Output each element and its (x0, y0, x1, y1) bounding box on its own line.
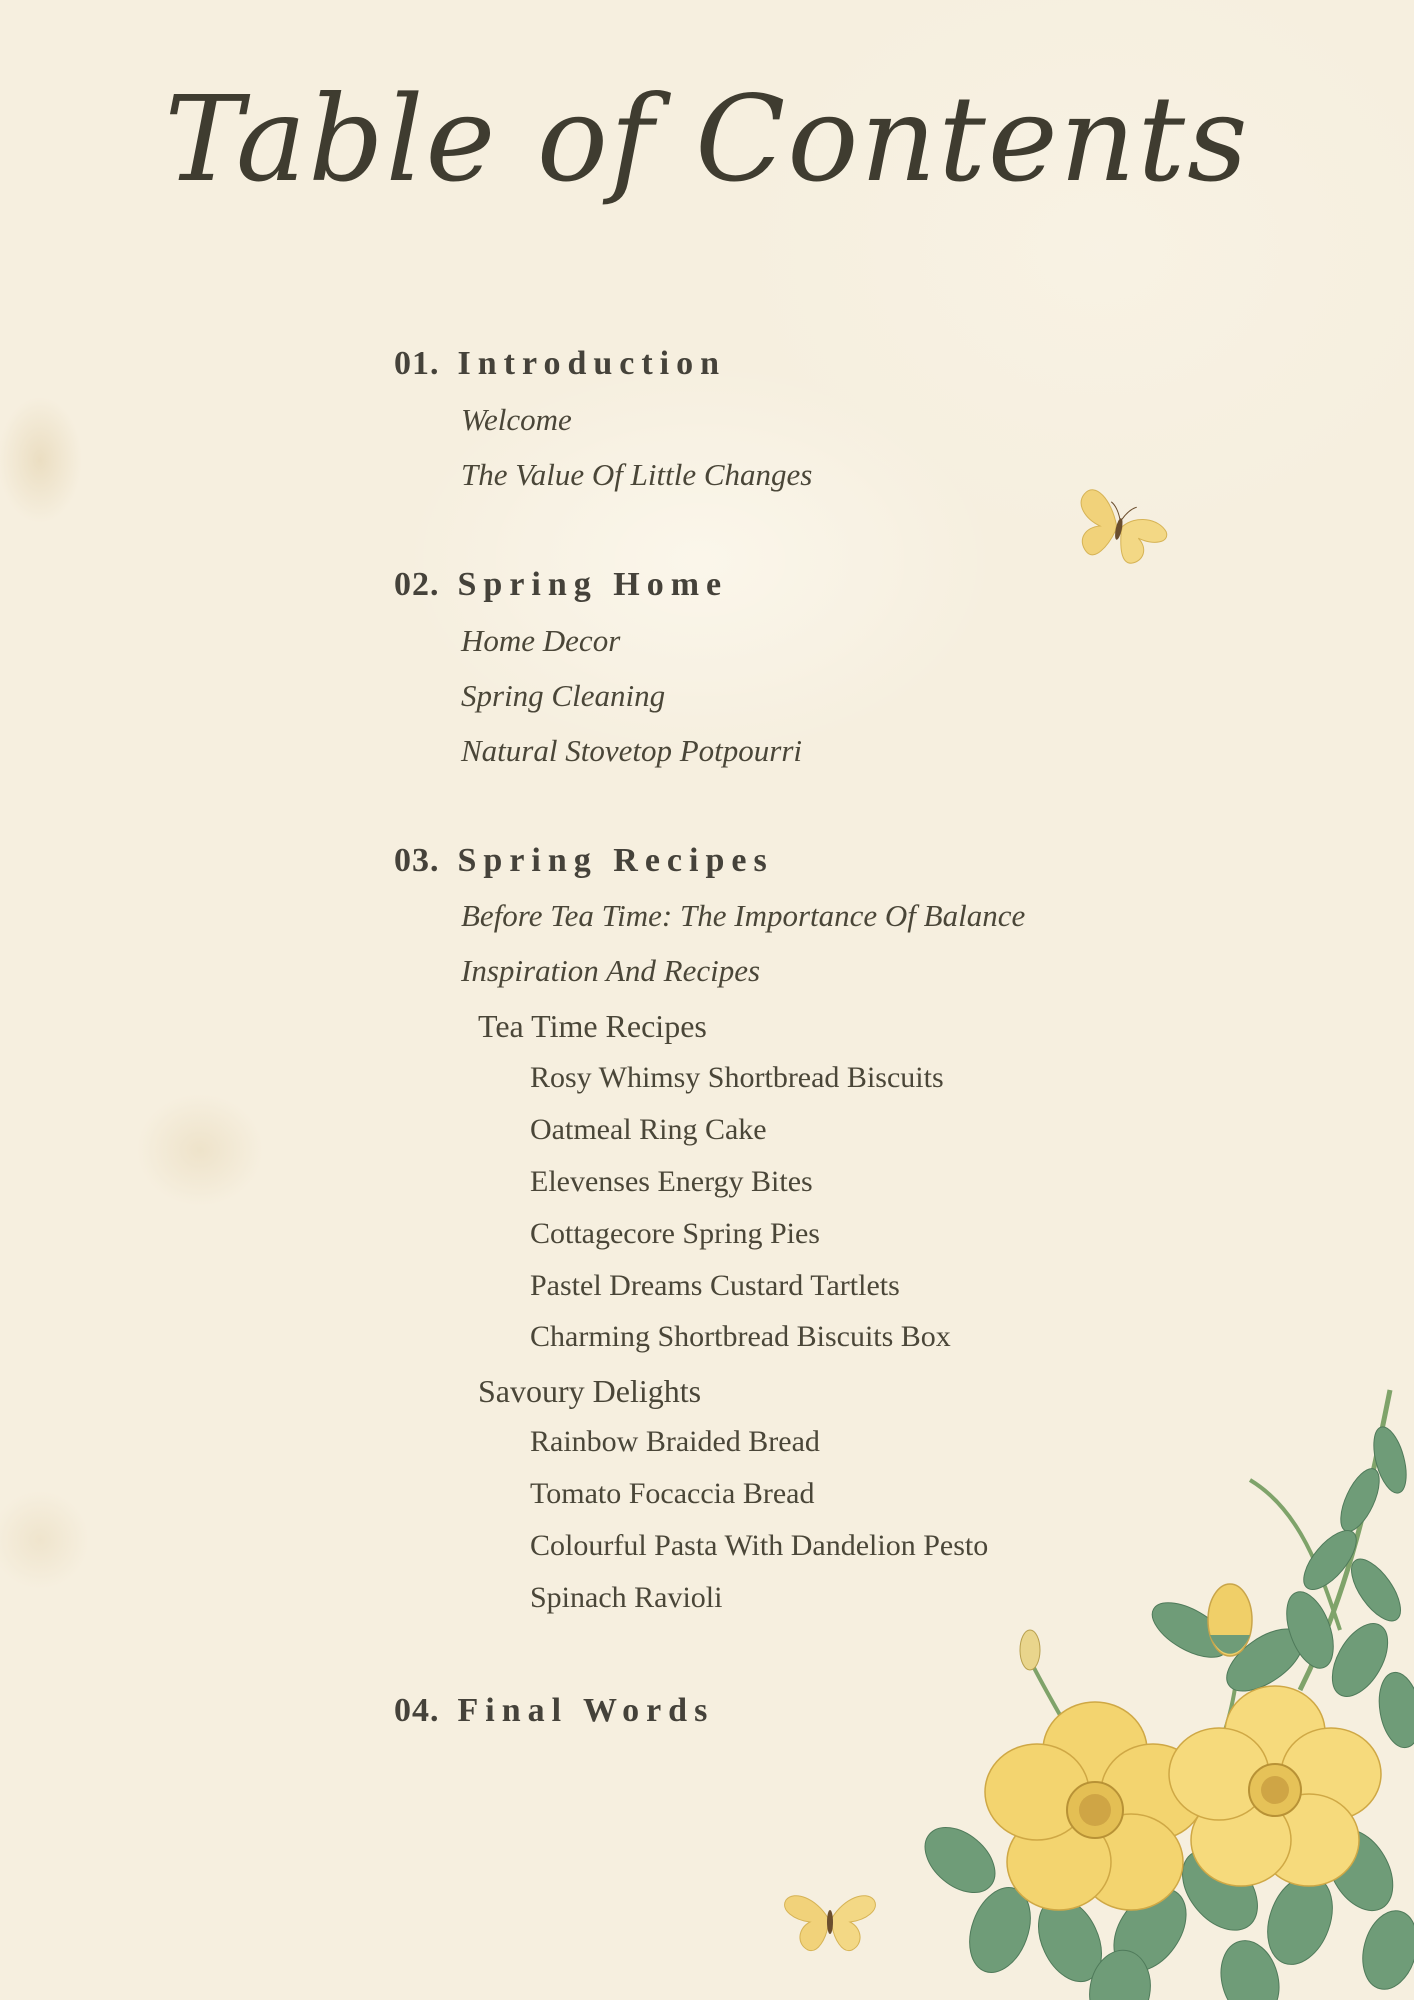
section-number: 03. (394, 842, 440, 879)
section-title: Spring Home (457, 566, 729, 603)
toc-recipe[interactable]: Oatmeal Ring Cake (530, 1113, 767, 1146)
toc-entry[interactable]: Welcome (461, 402, 572, 437)
toc-recipe[interactable]: Charming Shortbread Biscuits Box (530, 1320, 951, 1353)
page-title: Table of Contents (164, 70, 1250, 208)
toc-entry[interactable]: The Value Of Little Changes (461, 457, 813, 492)
toc-recipe[interactable]: Spinach Ravioli (530, 1581, 723, 1614)
toc-entry[interactable]: Before Tea Time: The Importance Of Balance (461, 898, 1026, 933)
toc-recipe[interactable]: Colourful Pasta With Dandelion Pesto (530, 1529, 989, 1562)
section-heading-spring-recipes[interactable] (394, 842, 774, 880)
yellow-rose-illustration (920, 1330, 1414, 2000)
toc-recipe[interactable]: Elevenses Energy Bites (530, 1165, 813, 1198)
toc-entry[interactable]: Spring Cleaning (461, 678, 666, 713)
section-number: 04. (394, 1692, 440, 1729)
section-title: Introduction (457, 345, 727, 382)
toc-entry[interactable]: Natural Stovetop Potpourri (461, 733, 802, 768)
section-heading-spring-home[interactable] (394, 566, 728, 604)
toc-recipe[interactable]: Pastel Dreams Custard Tartlets (530, 1269, 900, 1302)
butterfly-icon (780, 1888, 880, 1958)
section-title: Spring Recipes (457, 842, 774, 879)
toc-recipe[interactable]: Cottagecore Spring Pies (530, 1217, 820, 1250)
section-number: 02. (394, 566, 440, 603)
section-title: Final Words (457, 1692, 715, 1729)
section-heading-introduction[interactable] (394, 345, 726, 383)
toc-recipe[interactable]: Tomato Focaccia Bread (530, 1477, 815, 1510)
section-number: 01. (394, 345, 440, 382)
toc-entry[interactable]: Home Decor (461, 623, 621, 658)
toc-recipe[interactable]: Rosy Whimsy Shortbread Biscuits (530, 1061, 944, 1094)
toc-entry[interactable]: Inspiration And Recipes (461, 953, 761, 988)
butterfly-icon (1066, 482, 1172, 574)
section-heading-final-words[interactable] (394, 1692, 714, 1730)
toc-group-heading[interactable]: Savoury Delights (478, 1373, 702, 1409)
toc-recipe[interactable]: Rainbow Braided Bread (530, 1425, 820, 1458)
toc-group-heading[interactable]: Tea Time Recipes (478, 1008, 707, 1044)
